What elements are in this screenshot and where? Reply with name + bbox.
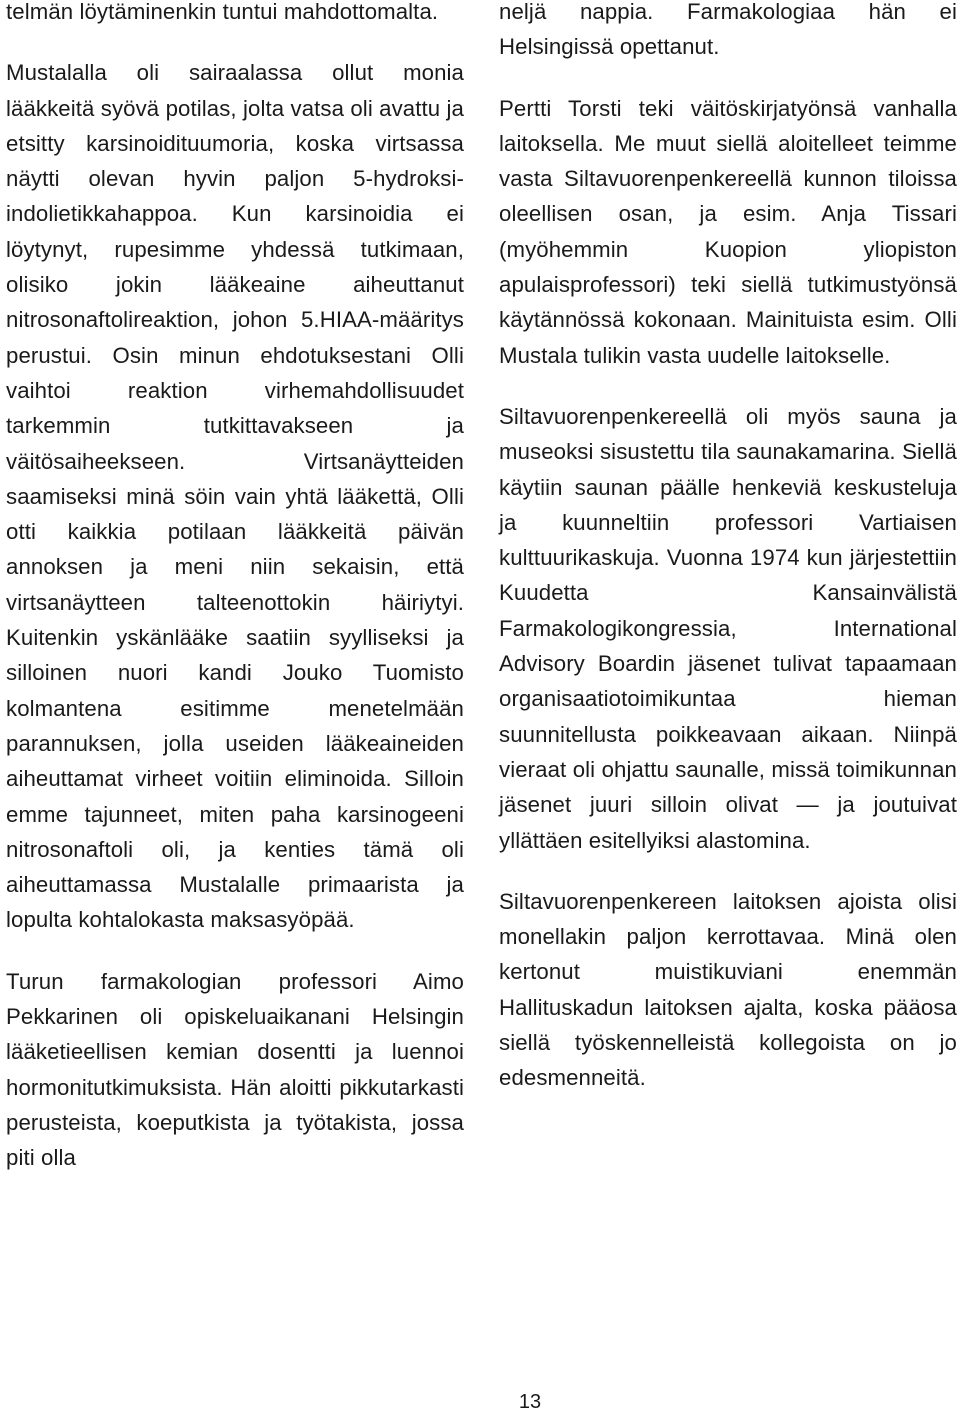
paragraph: Pertti Torsti teki väitöskirjatyönsä vanhalla laitoksella. Me muut siellä aloitelleet teimme vasta Siltavuorenpenkereellä kunnon tiloissa oleellisen osan, ja esim. Anja Tissari (myöhemmin Kuopion yliopiston apulaisprofessori) teki siellä tutkimustyönsä käytännössä kokonaan. Mainituista esim. Olli Mustala tulikin vasta uudelle laitokselle. [499, 95, 957, 368]
paragraph: Siltavuorenpenkereellä oli myös sauna ja museoksi sisustettu tila saunakamarina. Siellä käytiin saunan päälle henkeviä keskusteluja ja kuunneltiin professori Vartiaisen kulttuurikaskuja. Vuonna 1974 kun järjestettiin Kuudetta Kansainvälistä Farmakologikongressia, International Advisory Boardin jäsenet tulivat tapaamaan organisaatiotoimikuntaa hieman suunnitellusta poikkeavaan aikaan. Niinpä vieraat oli ohjattu saunalle, missä toimikunnan jäsenet juuri silloin olivat — ja joutuivat yllättäen esitellyiksi alastomina. [499, 403, 957, 853]
right-column [499, 0, 957, 1096]
paragraph: telmän löytäminenkin tuntui mahdottomalta. [6, 0, 439, 24]
left-column [6, 0, 464, 1176]
page-number: 13 [518, 1391, 542, 1413]
paragraph: Turun farmakologian professori Aimo Pekkarinen oli opiskeluaikanani Helsingin lääketieellisen kemian dosentti ja luennoi hormonitutkimuksista. Hän aloitti pikkutarkasti perusteista, koeputkista ja työtakista, jossa piti olla [6, 968, 464, 1171]
paragraph: Mustalalla oli sairaalassa ollut monia lääkkeitä syövä potilas, jolta vatsa oli avattu ja etsitty karsinoidituumoria, koska virtsassa näytti olevan hyvin paljon 5-hydroksi-indolietikkahappoa. Kun karsinoidia ei löytynyt, rupesimme yhdessä tutkimaan, olisiko jokin lääkeaine aiheuttanut nitrosonaftolireaktion, johon 5.HIAA-määritys perustui. Osin minun ehdotuksestani Olli vaihtoi reaktion virhemahdollisuudet tarkemmin tutkittavakseen ja väitösaiheekseen. Virtsanäytteiden saamiseksi minä söin vain yhtä lääkettä, Olli otti kaikkia potilaan lääkkeitä päivän annoksen ja meni niin sekaisin, että virtsanäytteen talteenottokin häiriytyi. Kuitenkin yskänlääke saatiin syylliseksi ja silloinen nuori kandi Jouko Tuomisto kolmantena esitimme menetelmään parannuksen, jolla useiden lääkeaineiden aiheuttamat virheet voitiin eliminoida. Silloin emme tajunneet, miten paha karsinogeeni nitrosonaftoli oli, ja kenties tämä oli aiheuttamassa Mustalalle primaarista ja lopulta kohtalokasta maksasyöpää. [6, 60, 464, 933]
paragraph: neljä nappia. Farmakologiaa hän ei Helsingissä opettanut. [499, 0, 957, 60]
paragraph: Siltavuorenpenkereen laitoksen ajoista olisi monellakin paljon kerrottavaa. Minä olen kertonut muistikuviani enemmän Hallituskadun laitoksen ajalta, koska pääosa siellä työskennelleistä kollegoista on jo edesmenneitä. [499, 888, 957, 1091]
